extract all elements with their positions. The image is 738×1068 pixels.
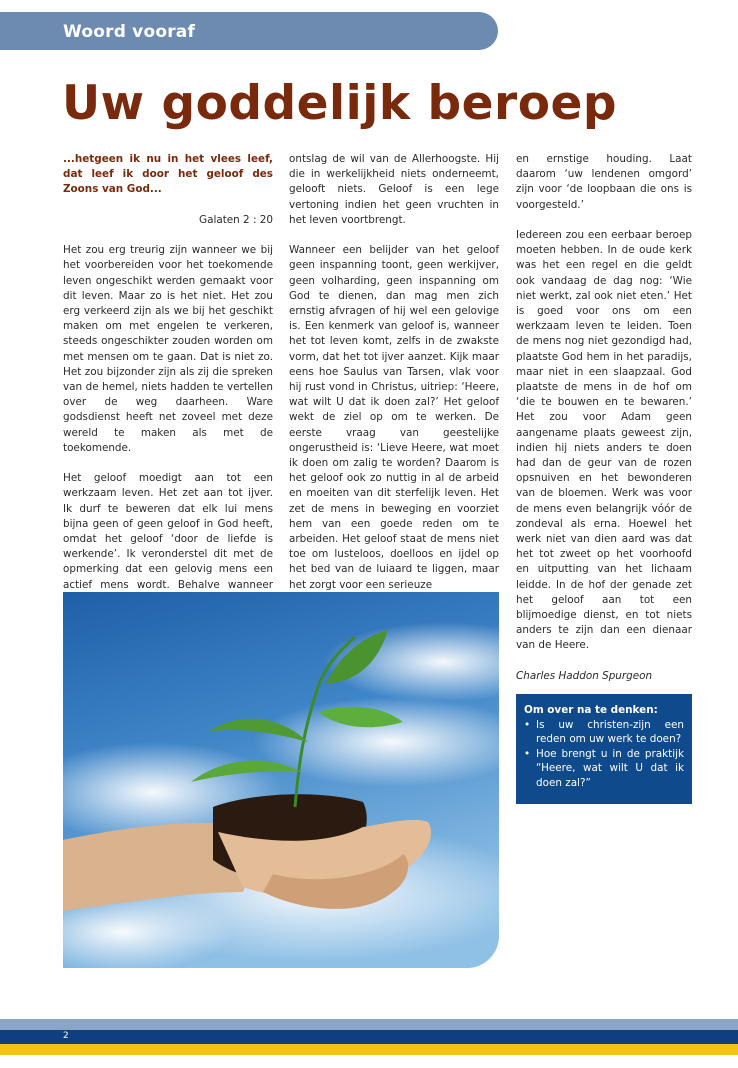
footer-band-blue	[0, 1030, 738, 1044]
footer-band-yellow	[0, 1044, 738, 1055]
bible-quote: ...hetgeen ik nu in het vlees leef, dat leef ik door het geloof des Zoons van God...	[63, 153, 273, 196]
seedling-photo	[63, 592, 499, 968]
page-title: Uw goddelijk beroep	[62, 76, 618, 131]
paragraph: Het geloof moedigt aan tot een werkzaam leven. Het zet aan tot ijver. Ik durf te beweren dat elk lui mens bijna geen of geen geloof in God heeft, omdat het geloof ‘door de liefde is werkende’. Ik veronderstel dit met de opmerking dat een gelovig mens een actief mens wordt. Behalve wanneer	[63, 472, 273, 591]
paragraph: en ernstige houding. Laat daarom ‘uw lendenen omgord’ zijn voor ‘de loopbaan die ons is voorgesteld.’	[516, 153, 692, 211]
paragraph: Het zou erg treurig zijn wanneer we bij het voorbereiden voor het toekomende leven ongeschikt werden gemaakt voor dit leven. Maar zo is het niet. Het zou erg verkeerd zijn als we bij het geschikt maken om met engelen te verkeren, steeds ongeschikter zouden worden om met mensen om te gaan. Dat is niet zo. Het zou bijzonder zijn als zij die spreken van de hemel, niets hadden te vertellen over de weg daarheen. Ware godsdienst heeft net zoveel met deze wereld te maken als met de toekomende.	[63, 244, 273, 454]
reflection-question: • Hoe brengt u in de praktijk “Heere, wat wilt U dat ik doen zal?”	[524, 747, 684, 791]
reflection-title: Om over na te denken:	[524, 704, 658, 716]
text-column-2	[289, 152, 499, 608]
text-column-1	[63, 152, 273, 654]
seedling-in-hands-image	[63, 592, 499, 968]
text-column-3	[516, 152, 692, 699]
reflection-box	[516, 694, 692, 804]
bible-reference: Galaten 2 : 20	[199, 213, 273, 226]
paragraph: Iedereen zou een eerbaar beroep moeten hebben. In de oude kerk was het een regel en die geldt ook vandaag de dag nog: ‘Wie niet werkt, zal ook niet eten.’ Het is goed voor ons om een werkzaam leven te leiden. Toen de mens nog niet gezondigd had, plaatste God hem in het paradijs, maar niet in een slaapzaal. God plaatste de mens in de hof om ‘die te bouwen en te bewaren.’ Het zou voor Adam geen aangename plaats geweest zijn, indien hij niets anders te doen had dan de geur van de rozen opsnuiven en het bewonderen van de bloemen. Werk was voor de mens even belangrijk vóór de zondeval als erna. Hoewel het werk niet van dien aard was dat het tot zweet op het voorhoofd en uitputting van het lichaam leidde. In de hof der genade zet het geloof aan tot een blijmoedige dienst, en tot niets anders te zijn dan een dienaar van de Heere.	[516, 229, 692, 652]
footer-band-light	[0, 1019, 738, 1030]
paragraph: ontslag de wil van de Allerhoogste. Hij die in werkelijkheid niets onderneemt, gelooft niets. Geloof is een lege vertoning indien het geen vruchten in het leven voortbrengt.	[289, 153, 499, 226]
section-title: Woord vooraf	[63, 22, 196, 42]
paragraph: Wanneer een belijder van het geloof geen inspanning toont, geen werkijver, geen volharding, geen inspanning om God te dienen, dan mag men zich ernstig afvragen of hij wel een gelovige is. Een kenmerk van geloof is, wanneer het tot leven komt, zelfs in de zwakste vorm, dat het tot ijver aanzet. Kijk maar eens hoe Saulus van Tarsen, vlak voor hij rust vond in Christus, uitriep: ‘Heere, wat wilt U dat ik doen zal?’ Het geloof wekt de ziel op om te werken. De eerste vraag van geestelijke ongerustheid is: ‘Lieve Heere, wat moet ik doen om zalig te worden? Daarom is het geloof ook zo nuttig in al de arbeid en moeiten van dit sterfelijk leven. Het zet de mens in beweging en voorziet hem van een goede reden om te arbeiden. Het geloof staat de mens niet toe om lusteloos, doelloos en ijdel op het bed van de luiaard te liggen, maar het zorgt voor een serieuze	[289, 244, 499, 591]
reflection-list	[524, 718, 684, 791]
author-signature: Charles Haddon Spurgeon	[516, 669, 653, 682]
page-number: 2	[63, 1031, 69, 1041]
reflection-question: • Is uw christen-zijn een reden om uw werk te doen?	[524, 718, 684, 747]
